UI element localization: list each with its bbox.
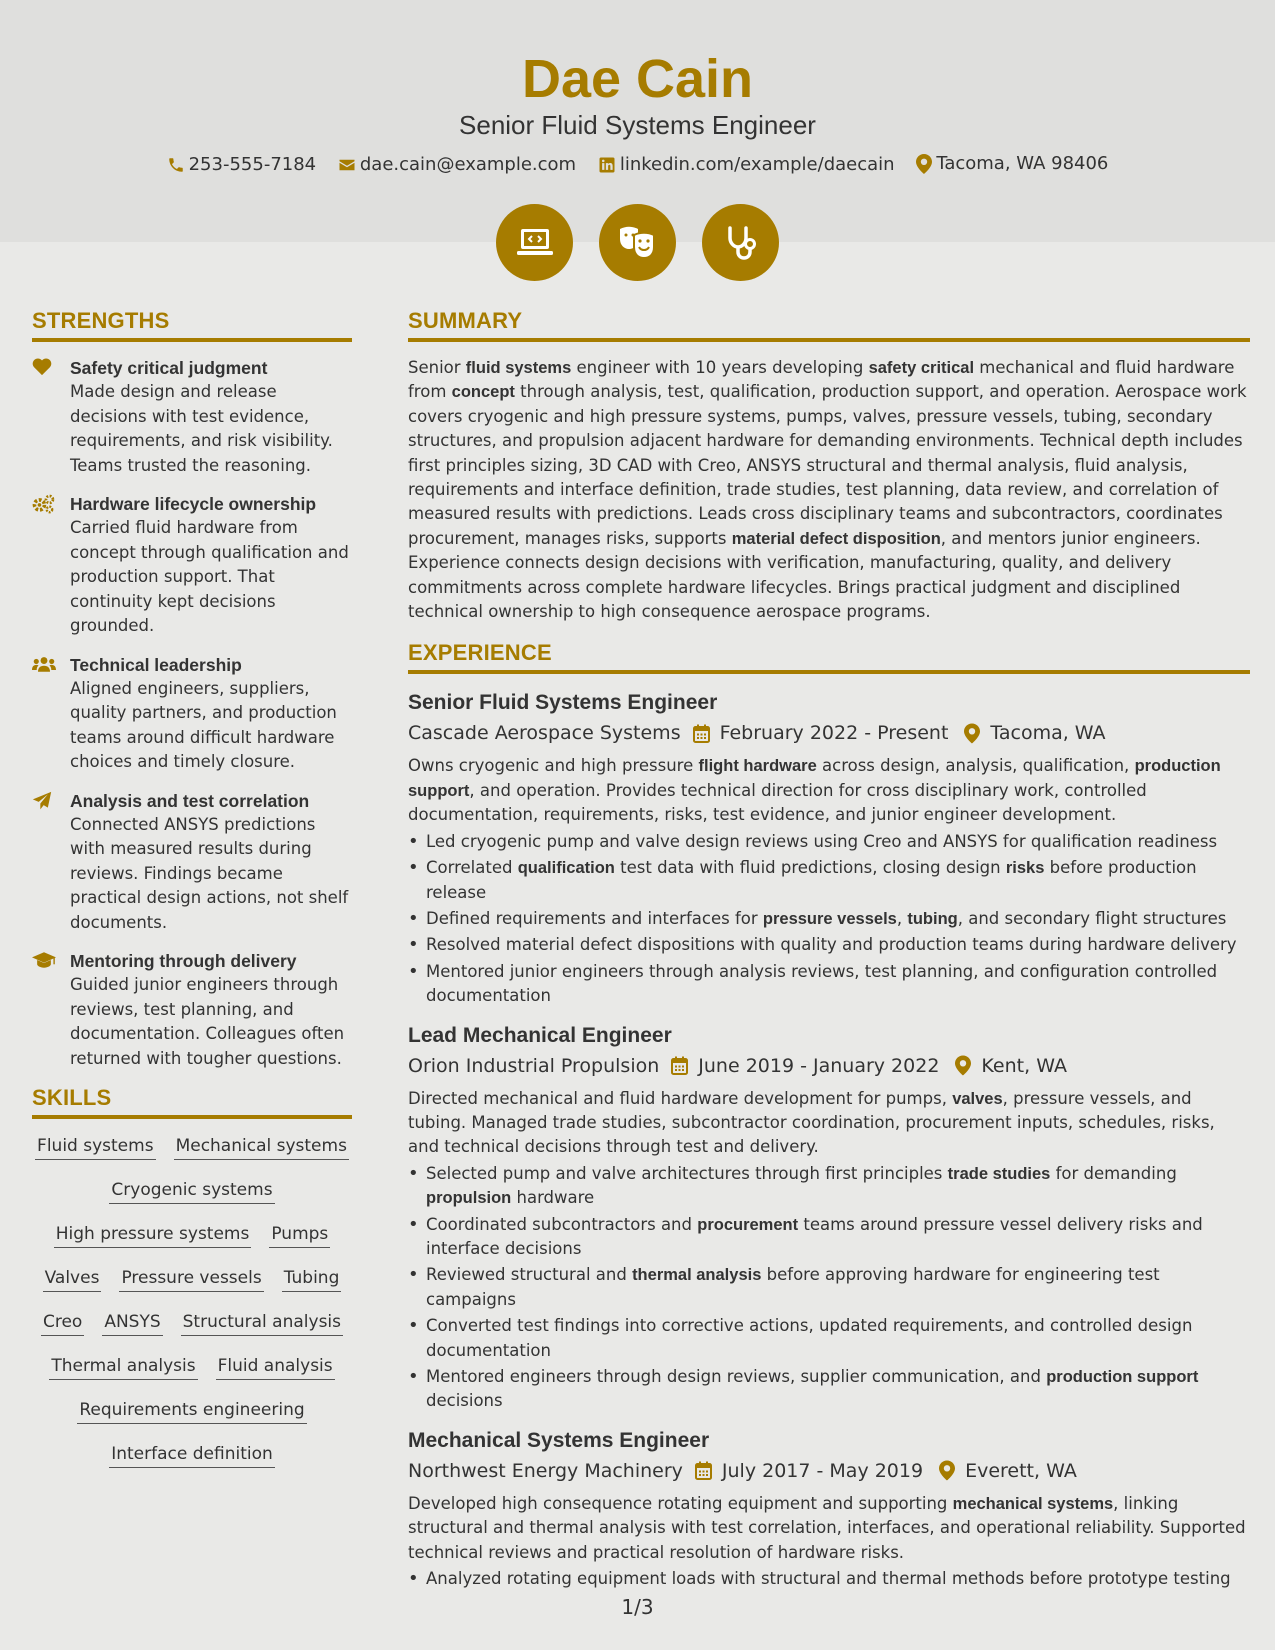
skills-row: [32, 1355, 352, 1399]
users-icon: [32, 653, 70, 775]
skill-tag: Mechanical systems: [174, 1135, 349, 1160]
job-bullet: [408, 856, 1250, 905]
strength-description: Aligned engineers, suppliers, quality partners, and production teams around difficult hardware choices and timely closure.: [70, 678, 337, 771]
strengths-heading: STRENGTHS: [32, 308, 352, 342]
job-bullet: [408, 1162, 1250, 1211]
bold-phrase: production support: [1046, 1368, 1199, 1386]
strength-title: Safety critical judgment: [70, 358, 268, 378]
page-number: 1/3: [621, 1595, 654, 1619]
experience-heading: EXPERIENCE: [408, 640, 1250, 674]
contact-location: [916, 153, 1108, 174]
strength-title: Analysis and test correlation: [70, 790, 310, 811]
text-run: Senior: [408, 358, 466, 377]
strength-description: Connected ANSYS predictions with measured results during reviews. Findings became practical design actions, not shelf documents.: [70, 814, 349, 932]
strength-body: [70, 789, 352, 936]
text-run: Analyzed rotating equipment loads with structural and thermal methods before prototype testing: [426, 1569, 1231, 1589]
job-bullet: [408, 907, 1250, 931]
summary-heading: SUMMARY: [408, 308, 1250, 342]
text-run: across design, analysis, qualification,: [816, 756, 1135, 776]
email-text: dae.cain@example.com: [359, 154, 577, 175]
strength-description: Carried fluid hardware from concept through qualification and production support. That continuity kept decisions grounded.: [70, 518, 349, 635]
job-description: [408, 1492, 1250, 1565]
strength-body: [70, 653, 352, 775]
strength-body: [70, 492, 352, 639]
job-title: Lead Mechanical Engineer: [408, 1023, 672, 1047]
bold-phrase: fluid systems: [465, 359, 572, 377]
text-run: Directed mechanical and fluid hardware development for pumps,: [408, 1088, 953, 1108]
job-description: [408, 754, 1250, 827]
bold-phrase: risks: [1005, 859, 1045, 878]
skill-tag: Pumps: [269, 1223, 330, 1248]
skill-tag: Interface definition: [109, 1443, 275, 1468]
text-run: , linking structural and thermal analysis with test correlation, interfaces, and operational reliability. Supported technical reviews and practical resolution of hardware risks.: [408, 1493, 1246, 1562]
skills-row: [32, 1179, 352, 1223]
text-run: , and secondary flight structures: [957, 908, 1227, 928]
job-meta: [408, 718, 1250, 748]
strength-item: [32, 356, 352, 478]
map-marker-icon: [955, 1055, 971, 1076]
summary-text: [408, 356, 1250, 624]
job-location: Tacoma, WA: [990, 722, 1106, 745]
strength-item: [32, 789, 352, 936]
job-dates: February 2022 - Present: [719, 722, 949, 745]
interest-icons: [0, 204, 1275, 281]
text-run: for demanding: [1050, 1163, 1177, 1183]
job-location: Kent, WA: [981, 1054, 1067, 1077]
bold-phrase: pressure vessels: [762, 909, 897, 928]
right-column: [408, 308, 1250, 1603]
strength-item: [32, 653, 352, 775]
job-dates: July 2017 - May 2019: [721, 1459, 924, 1482]
job-bullets: [408, 830, 1250, 1009]
skill-tag: Cryogenic systems: [109, 1179, 274, 1204]
text-run: Mentored junior engineers through analysis reviews, test planning, and configuration controlled documentation: [426, 961, 1218, 1006]
skills-row: [32, 1223, 352, 1267]
skills-row: [32, 1135, 352, 1179]
text-run: Owns cryogenic and high pressure: [408, 756, 699, 776]
skills-row: [32, 1267, 352, 1311]
contact-email[interactable]: [338, 154, 576, 175]
text-run: mechanical and fluid hardware from: [408, 358, 1235, 402]
skill-tag: Valves: [43, 1267, 102, 1292]
strength-description: Made design and release decisions with test evidence, requirements, and risk visibility. Teams trusted the reasoning.: [70, 382, 333, 475]
bold-phrase: qualification: [517, 859, 615, 878]
text-run: teams around pressure vessel delivery risks and interface decisions: [426, 1214, 1203, 1258]
interest-circle-stethoscope: [702, 204, 779, 281]
job-description: [408, 1087, 1250, 1160]
contact-row: [0, 153, 1275, 179]
map-marker-icon: [964, 723, 980, 744]
gears-icon: [32, 492, 70, 639]
envelope-icon: [338, 156, 356, 174]
stethoscope-icon: [724, 225, 758, 261]
job-bullet: [408, 960, 1250, 1009]
strength-item: [32, 492, 352, 639]
bold-phrase: mechanical systems: [952, 1494, 1114, 1513]
text-run: engineer with 10 years developing: [571, 358, 869, 377]
job-bullet: [408, 1213, 1250, 1262]
text-run: decisions: [426, 1391, 503, 1411]
skill-tag: Tubing: [282, 1267, 342, 1292]
laptop-code-icon: [516, 226, 554, 260]
strength-body: [70, 949, 352, 1071]
skills-list: [32, 1133, 352, 1487]
skill-tag: Requirements engineering: [77, 1399, 306, 1424]
left-column: [32, 308, 352, 1487]
contact-linkedin[interactable]: [598, 154, 895, 175]
job-bullet: [408, 1314, 1250, 1363]
strength-title: Hardware lifecycle ownership: [70, 494, 317, 514]
job-company: Orion Industrial Propulsion: [408, 1054, 660, 1077]
strength-item: [32, 949, 352, 1071]
skill-tag: ANSYS: [102, 1311, 162, 1336]
skills-heading: SKILLS: [32, 1085, 352, 1119]
text-run: Mentored engineers through design reviews, supplier communication, and: [426, 1367, 1047, 1386]
job-entry: [408, 688, 1250, 1008]
bold-phrase: trade studies: [947, 1164, 1051, 1183]
linkedin-text: linkedin.com/example/daecain: [619, 154, 895, 175]
skill-tag: Pressure vessels: [119, 1267, 263, 1292]
interest-circle-laptop: [496, 204, 573, 281]
job-title: Senior Fluid Systems Engineer: [408, 691, 718, 715]
bold-phrase: propulsion: [426, 1189, 512, 1208]
bold-phrase: production support: [408, 757, 1221, 800]
text-run: Led cryogenic pump and valve design reviews using Creo and ANSYS for qualification readiness: [426, 831, 1218, 851]
job-meta: [408, 1051, 1250, 1081]
text-run: Defined requirements and interfaces for: [426, 908, 763, 928]
job-bullet: [408, 830, 1250, 854]
strength-title: Mentoring through delivery: [70, 951, 297, 971]
skill-tag: Fluid systems: [35, 1135, 156, 1160]
text-run: Converted test findings into corrective actions, updated requirements, and controlled design documentation: [426, 1316, 1193, 1360]
graduation-cap-icon: [32, 949, 70, 1071]
job-bullet: [408, 933, 1250, 957]
skills-row: [32, 1443, 352, 1487]
text-run: Reviewed structural and: [426, 1265, 633, 1285]
job-entry: [408, 1426, 1250, 1592]
skill-tag: Thermal analysis: [49, 1355, 197, 1380]
job-title: Mechanical Systems Engineer: [408, 1428, 710, 1452]
job-bullet: [408, 1263, 1250, 1312]
bold-phrase: concept: [451, 383, 515, 402]
text-run: , pressure vessels, and tubing. Managed trade studies, subcontractor coordination, procurement inputs, schedules, risks, and technical decisions through test and delivery.: [408, 1088, 1215, 1157]
bold-phrase: procurement: [697, 1215, 799, 1234]
skills-row: [32, 1399, 352, 1443]
strengths-list: [32, 356, 352, 1071]
heart-icon: [32, 356, 70, 478]
text-run: test data with fluid predictions, closing design: [614, 858, 1006, 878]
text-run: Resolved material defect dispositions with quality and production teams during hardware delivery: [426, 935, 1237, 955]
theater-masks-icon: [618, 225, 658, 261]
text-run: Correlated: [426, 858, 518, 878]
skills-row: [32, 1311, 352, 1355]
candidate-title: Senior Fluid Systems Engineer: [459, 110, 816, 140]
text-run: , and mentors junior engineers. Experience connects design decisions with verification, manufacturing, quality, and delivery commitments across complete hardware lifecycles. Brings practical judgment and disciplined technical ownership to high consequence aerospace programs.: [408, 528, 1201, 622]
map-marker-icon: [916, 154, 932, 174]
text-run: before approving hardware for engineering test campaigns: [426, 1265, 1160, 1309]
bold-phrase: valves: [952, 1089, 1003, 1108]
text-run: , and operation. Provides technical direction for cross disciplinary work, controlled documentation, requirements, risks, test evidence, and junior engineer development.: [408, 780, 1147, 825]
linkedin-icon: [598, 156, 616, 174]
strength-title: Technical leadership: [70, 654, 242, 675]
strength-description: Guided junior engineers through reviews, test planning, and documentation. Colleagues often returned with tougher questions.: [70, 975, 345, 1068]
job-company: Cascade Aerospace Systems: [408, 722, 681, 745]
job-bullet: [408, 1567, 1250, 1591]
job-meta: [408, 1456, 1250, 1486]
calendar-icon: [693, 724, 710, 743]
text-run: Developed high consequence rotating equipment and supporting: [408, 1493, 953, 1513]
location-text: Tacoma, WA 98406: [936, 153, 1109, 174]
bold-phrase: flight hardware: [698, 757, 817, 776]
job-bullets: [408, 1162, 1250, 1414]
strength-body: [70, 356, 352, 478]
bold-phrase: thermal analysis: [632, 1266, 762, 1285]
calendar-icon: [695, 1461, 712, 1480]
job-company: Northwest Energy Machinery: [408, 1459, 683, 1482]
text-run: hardware: [511, 1188, 595, 1208]
map-marker-icon: [939, 1460, 955, 1481]
bold-phrase: safety critical: [868, 359, 975, 377]
text-run: before production release: [426, 858, 1197, 902]
job-location: Everett, WA: [965, 1459, 1077, 1482]
skill-tag: Creo: [41, 1311, 84, 1336]
skill-tag: Structural analysis: [181, 1311, 343, 1336]
text-run: ,: [896, 908, 908, 928]
phone-text: 253-555-7184: [188, 154, 317, 175]
job-entry: [408, 1021, 1250, 1414]
job-dates: June 2019 - January 2022: [698, 1054, 940, 1077]
text-run: through analysis, test, qualification, production support, and operation. Aerospace work covers cryogenic and high pressure systems, pumps, valves, pressure vessels, tubing, secondary structures, and propulsion adjacent hardware for demanding environments. Technical depth includes first principles sizing, 3D CAD with Creo, ANSYS structural and thermal analysis, fluid analysis, requirements and interface definition, trade studies, test planning, data review, and correlation of measured results with predictions. Leads cross disciplinary teams and subcontractors, coordinates procurement, manages risks, supports: [408, 382, 1247, 548]
bold-phrase: tubing: [907, 909, 958, 928]
text-run: Coordinated subcontractors and: [426, 1214, 698, 1234]
job-bullet: [408, 1365, 1250, 1414]
interest-circle-masks: [599, 204, 676, 281]
paper-plane-icon: [32, 789, 70, 936]
contact-phone[interactable]: [167, 154, 317, 175]
experience-list: [408, 688, 1250, 1591]
bold-phrase: material defect disposition: [731, 529, 941, 548]
calendar-icon: [671, 1056, 688, 1075]
skill-tag: High pressure systems: [54, 1223, 252, 1248]
text-run: Selected pump and valve architectures through first principles: [426, 1163, 948, 1183]
skill-tag: Fluid analysis: [216, 1355, 335, 1380]
candidate-name: Dae Cain: [521, 49, 754, 109]
job-bullets: [408, 1567, 1250, 1591]
phone-icon: [167, 156, 185, 174]
